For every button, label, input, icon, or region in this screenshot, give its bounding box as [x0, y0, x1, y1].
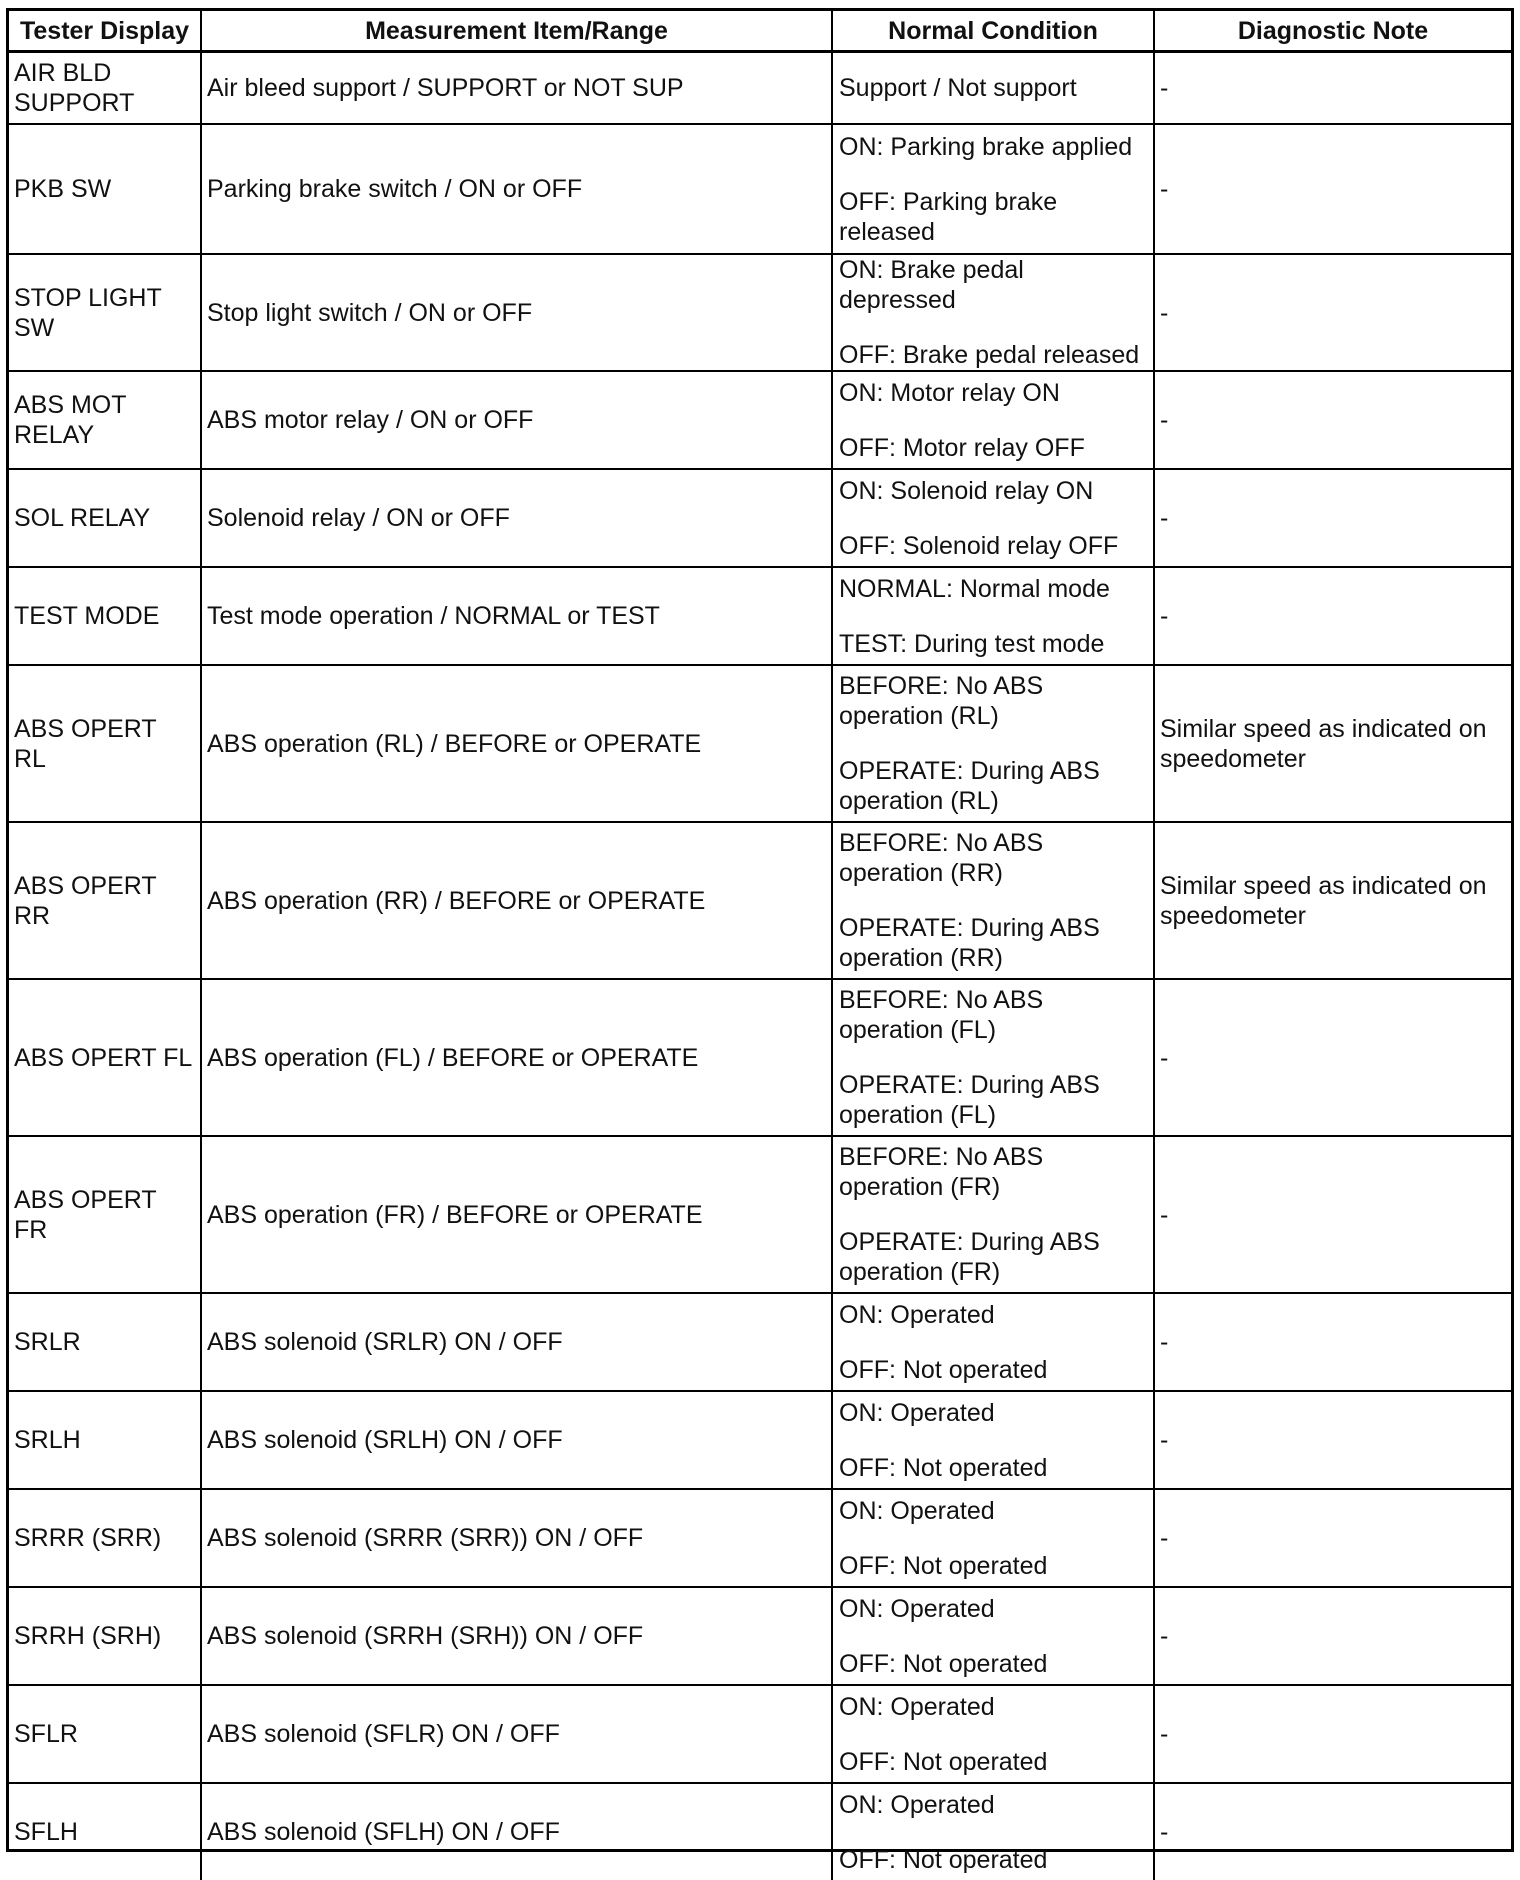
measurement-cell: Air bleed support / SUPPORT or NOT SUP [201, 52, 832, 125]
normal-condition-cell [832, 1489, 1154, 1587]
table-header-row [9, 11, 1511, 52]
tester-display-cell: TEST MODE [9, 567, 201, 665]
measurement-cell: ABS solenoid (SFLR) ON / OFF [201, 1685, 832, 1783]
tester-display-cell: AIR BLD SUPPORT [9, 52, 201, 125]
measurement-cell: ABS motor relay / ON or OFF [201, 371, 832, 469]
condition-line: BEFORE: No ABS operation (FL) [839, 986, 1044, 1044]
tester-display-cell: SOL RELAY [9, 469, 201, 567]
condition-line: ON: Operated [839, 1398, 995, 1427]
tester-display-table [9, 11, 1511, 1880]
diagnostic-note-cell: - [1154, 1136, 1511, 1293]
table-row [9, 1391, 1511, 1489]
tester-display-cell: ABS OPERT RR [9, 822, 201, 979]
condition-line: OFF: Motor relay OFF [839, 433, 1085, 462]
table-row [9, 822, 1511, 979]
condition-line: ON: Motor relay ON [839, 378, 1060, 407]
diagnostic-note-cell: - [1154, 254, 1511, 371]
measurement-cell: ABS solenoid (SFLH) ON / OFF [201, 1783, 832, 1880]
condition-line: ON: Brake pedal depressed [839, 256, 1024, 314]
diagnostic-note-cell: - [1154, 979, 1511, 1136]
normal-condition-cell [832, 371, 1154, 469]
condition-line: OFF: Parking brake released [839, 187, 1058, 246]
header-diagnostic-note: Diagnostic Note [1154, 11, 1511, 52]
diagnostic-note-cell: - [1160, 1818, 1169, 1846]
table-row [9, 1136, 1511, 1293]
measurement-cell: ABS solenoid (SRRR (SRR)) ON / OFF [201, 1489, 832, 1587]
diagnostic-note-cell: - [1154, 52, 1511, 125]
normal-condition-cell [832, 52, 1154, 125]
table-row [9, 469, 1511, 567]
diagnostic-note-cell: Similar speed as indicated on speedometer [1154, 665, 1511, 822]
header-measurement-item: Measurement Item/Range [201, 11, 832, 52]
measurement-cell: ABS operation (RL) / BEFORE or OPERATE [201, 665, 832, 822]
condition-line: OFF: Not operated [839, 1649, 1048, 1678]
normal-condition-cell [832, 665, 1154, 822]
normal-condition-cell [832, 1136, 1154, 1293]
condition-line: ON: Operated [839, 1692, 995, 1721]
table-row [9, 1293, 1511, 1391]
normal-condition-cell [832, 979, 1154, 1136]
condition-line: BEFORE: No ABS operation (RL) [839, 672, 1044, 730]
tester-display-cell: SRRR (SRR) [9, 1489, 201, 1587]
tester-display-cell: PKB SW [9, 124, 201, 254]
diagnostic-note-cell: - [1154, 469, 1511, 567]
table-row [9, 665, 1511, 822]
diagnostic-note-cell: Similar speed as indicated on speedometer [1154, 822, 1511, 979]
header-normal-condition: Normal Condition [832, 11, 1154, 52]
condition-line: OPERATE: During ABS operation (RL) [839, 757, 1100, 815]
diagnostic-note-cell: - [1154, 1293, 1511, 1391]
condition-line: OFF: Not operated [839, 1845, 1048, 1874]
data-monitor-table [6, 8, 1514, 1874]
normal-condition-cell [832, 1685, 1154, 1783]
measurement-cell: Stop light switch / ON or OFF [201, 254, 832, 371]
condition-line: ON: Parking brake applied [839, 132, 1133, 161]
table-row [9, 1587, 1511, 1685]
tester-display-cell: ABS OPERT FR [9, 1136, 201, 1293]
condition-line: ON: Operated [839, 1790, 995, 1819]
measurement-cell: ABS solenoid (SRRH (SRH)) ON / OFF [201, 1587, 832, 1685]
normal-condition-cell [832, 567, 1154, 665]
diagnostic-note-cell: - [1154, 1685, 1511, 1783]
tester-display-cell: SRRH (SRH) [9, 1587, 201, 1685]
condition-line: ON: Operated [839, 1594, 995, 1623]
table-row [9, 1783, 1511, 1880]
diagnostic-note-cell: - [1154, 371, 1511, 469]
table-row [9, 1489, 1511, 1587]
diagnostic-note-cell: - [1154, 124, 1511, 254]
condition-line: OPERATE: During ABS operation (RR) [839, 914, 1100, 972]
normal-condition-cell [832, 1587, 1154, 1685]
table-row [9, 1685, 1511, 1783]
tester-display-cell: ABS MOT RELAY [9, 371, 201, 469]
condition-line: ON: Solenoid relay ON [839, 476, 1094, 505]
tester-display-cell: ABS OPERT FL [9, 979, 201, 1136]
condition-line: ON: Operated [839, 1300, 995, 1329]
condition-line: ON: Operated [839, 1496, 995, 1525]
table-row [9, 979, 1511, 1136]
normal-condition-cell [832, 822, 1154, 979]
condition-line: BEFORE: No ABS operation (FR) [839, 1143, 1044, 1201]
normal-condition-cell [832, 124, 1154, 254]
table-row [9, 254, 1511, 371]
condition-line: OPERATE: During ABS operation (FR) [839, 1228, 1100, 1286]
table-row [9, 124, 1511, 254]
tester-display-cell: STOP LIGHT SW [9, 254, 201, 371]
measurement-cell: ABS operation (FL) / BEFORE or OPERATE [201, 979, 832, 1136]
normal-condition-cell [832, 254, 1154, 371]
tester-display-cell: SRLR [9, 1293, 201, 1391]
condition-line: OFF: Solenoid relay OFF [839, 531, 1119, 560]
condition-line: TEST: During test mode [839, 629, 1105, 658]
measurement-cell: Solenoid relay / ON or OFF [201, 469, 832, 567]
condition-line: OFF: Not operated [839, 1747, 1048, 1776]
condition-line: NORMAL: Normal mode [839, 574, 1110, 603]
condition-line: BEFORE: No ABS operation (RR) [839, 829, 1044, 887]
measurement-cell: ABS operation (RR) / BEFORE or OPERATE [201, 822, 832, 979]
measurement-cell: Parking brake switch / ON or OFF [201, 124, 832, 254]
condition-line: OFF: Not operated [839, 1551, 1048, 1580]
table-row [9, 371, 1511, 469]
tester-display-cell: ABS OPERT RL [9, 665, 201, 822]
tester-display-cell: SFLR [9, 1685, 201, 1783]
measurement-cell: ABS operation (FR) / BEFORE or OPERATE [201, 1136, 832, 1293]
table-row [9, 52, 1511, 125]
normal-condition-cell [832, 469, 1154, 567]
diagnostic-note-cell: - [1154, 1391, 1511, 1489]
diagnostic-note-cell: - [1154, 1489, 1511, 1587]
table-row [9, 567, 1511, 665]
condition-line: OFF: Brake pedal released [839, 341, 1140, 369]
condition-line: OFF: Not operated [839, 1355, 1048, 1384]
normal-condition-cell [832, 1293, 1154, 1391]
measurement-cell: ABS solenoid (SRLH) ON / OFF [201, 1391, 832, 1489]
tester-display-cell: SFLH [9, 1783, 201, 1880]
header-tester-display: Tester Display [9, 11, 201, 52]
condition-line: Support / Not support [839, 74, 1077, 102]
normal-condition-cell [832, 1783, 1154, 1880]
diagnostic-note-cell: - [1154, 567, 1511, 665]
measurement-cell: Test mode operation / NORMAL or TEST [201, 567, 832, 665]
condition-line: OPERATE: During ABS operation (FL) [839, 1071, 1100, 1129]
diagnostic-note-cell: - [1154, 1587, 1511, 1685]
normal-condition-cell [832, 1391, 1154, 1489]
condition-line: OFF: Not operated [839, 1453, 1048, 1482]
tester-display-cell: SRLH [9, 1391, 201, 1489]
measurement-cell: ABS solenoid (SRLR) ON / OFF [201, 1293, 832, 1391]
